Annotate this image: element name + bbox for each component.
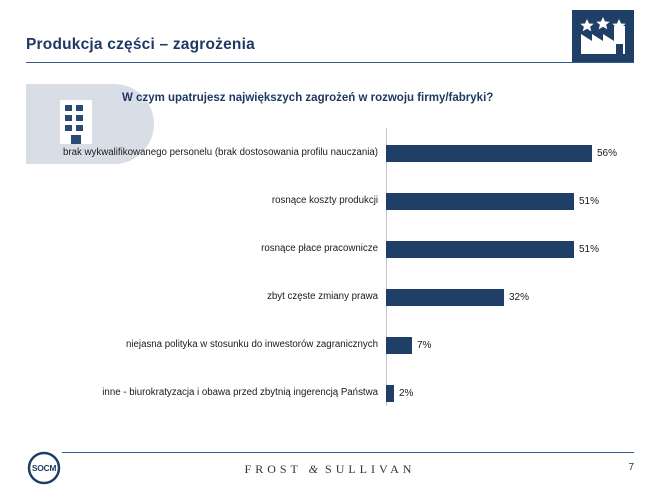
factory-icon bbox=[572, 10, 634, 62]
bar bbox=[386, 193, 574, 210]
bar-category-label: niejasna polityka w stosunku do inwestorów zagranicznych bbox=[125, 338, 378, 350]
bar-category-label: rosnące koszty produkcji bbox=[271, 194, 378, 206]
bar bbox=[386, 289, 504, 306]
bar-category-label: brak wykwalifikowanego personelu (brak dostosowania profilu nauczania) bbox=[62, 146, 378, 158]
chart-question-title: W czym upatrujesz największych zagrożeń w rozwoju firmy/fabryki? bbox=[122, 92, 494, 104]
chart-row bbox=[26, 274, 634, 320]
bar-value-label: 51% bbox=[579, 243, 600, 255]
bar bbox=[386, 337, 412, 354]
bar-category-label: inne - biurokratyzacja i obawa przed zbytnią ingerencją Państwa bbox=[102, 386, 378, 398]
bar-value-label: 51% bbox=[579, 195, 600, 207]
content-panel bbox=[26, 84, 634, 414]
bar-area bbox=[386, 130, 634, 176]
bar-chart bbox=[26, 124, 634, 414]
footer-divider bbox=[62, 452, 634, 453]
chart-row bbox=[26, 226, 634, 272]
socm-logo-text: SOCM bbox=[31, 463, 57, 473]
chart-row bbox=[26, 370, 634, 416]
bar-value-label: 56% bbox=[597, 147, 618, 159]
page-number: 7 bbox=[628, 462, 634, 473]
brand-right: SULLIVAN bbox=[325, 462, 416, 476]
chart-row bbox=[26, 178, 634, 224]
bar bbox=[386, 241, 574, 258]
bar-area bbox=[386, 178, 634, 224]
frost-sullivan-brand bbox=[0, 462, 660, 477]
page-title: Produkcja części – zagrożenia bbox=[26, 36, 255, 53]
bar-value-label: 2% bbox=[399, 387, 414, 399]
brand-left: FROST bbox=[244, 462, 302, 476]
bar-category-label: rosnące płace pracownicze bbox=[261, 242, 378, 254]
bar-value-label: 7% bbox=[417, 339, 432, 351]
bar-area bbox=[386, 322, 634, 368]
bar bbox=[386, 385, 394, 402]
header-divider bbox=[26, 62, 634, 63]
bar-value-label: 32% bbox=[509, 291, 530, 303]
bar-area bbox=[386, 226, 634, 272]
brand-ampersand: & bbox=[308, 462, 319, 476]
bar-area bbox=[386, 274, 634, 320]
chart-row bbox=[26, 322, 634, 368]
bar-area bbox=[386, 370, 634, 416]
bar bbox=[386, 145, 592, 162]
bar-category-label: zbyt częste zmiany prawa bbox=[267, 290, 378, 302]
chart-row bbox=[26, 130, 634, 176]
